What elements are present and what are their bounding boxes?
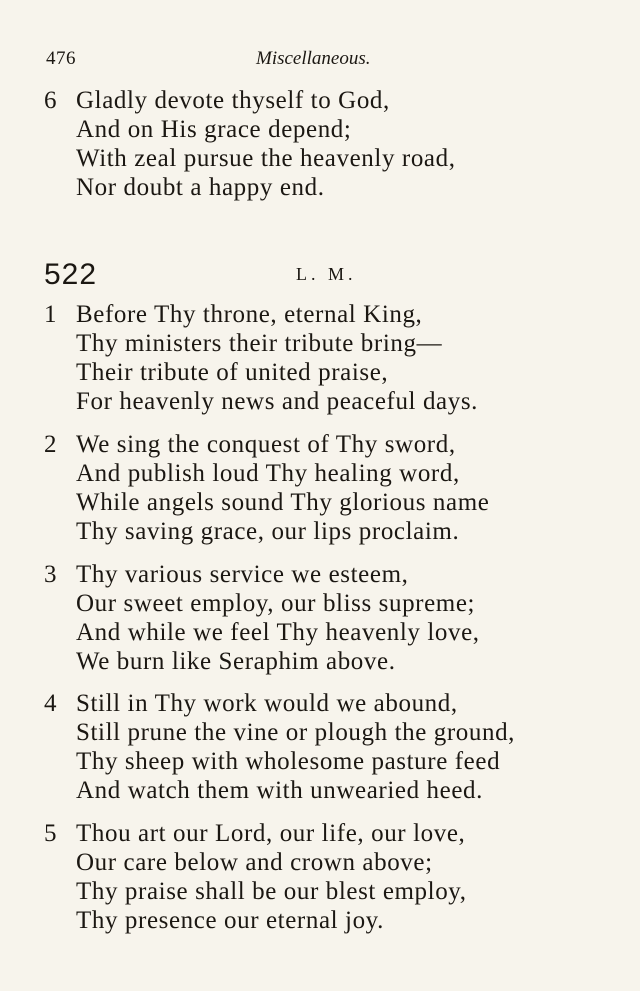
- stanza-line: Thou art our Lord, our life, our love,: [76, 820, 466, 847]
- stanza-line: Thy praise shall be our blest employ,: [76, 878, 467, 905]
- stanza-line: And watch them with unwearied heed.: [76, 777, 483, 804]
- stanza-line: With zeal pursue the heavenly road,: [76, 145, 456, 172]
- stanza-line: While angels sound Thy glorious name: [76, 489, 490, 516]
- stanza-number: 4: [44, 690, 57, 717]
- stanza-line: Nor doubt a happy end.: [76, 174, 325, 201]
- stanza-number: 1: [44, 301, 57, 328]
- stanza-line: Gladly devote thyself to God,: [76, 87, 390, 114]
- stanza-line: Our care below and crown above;: [76, 849, 433, 876]
- stanza-number: 2: [44, 431, 57, 458]
- stanza-line: Thy sheep with wholesome pasture feed: [76, 748, 501, 775]
- hymn-meter: L. M.: [296, 264, 357, 284]
- stanza-line: Still in Thy work would we abound,: [76, 690, 458, 717]
- stanza-line: Still prune the vine or plough the ground,: [76, 719, 516, 746]
- stanza-number: 3: [44, 561, 57, 588]
- stanza-line: Thy ministers their tribute bring—: [76, 330, 443, 357]
- stanza-line: And on His grace depend;: [76, 116, 352, 143]
- stanza-line: Thy presence our eternal joy.: [76, 907, 385, 934]
- page-header: [46, 48, 592, 74]
- stanza-line: Thy saving grace, our lips proclaim.: [76, 518, 460, 545]
- stanza-line: And publish loud Thy healing word,: [76, 460, 460, 487]
- page-number: 476: [46, 48, 76, 69]
- stanza-number: 6: [44, 87, 57, 114]
- stanza-line: We sing the conquest of Thy sword,: [76, 431, 456, 458]
- stanza-line: And while we feel Thy heavenly love,: [76, 619, 480, 646]
- stanza-line: Their tribute of united praise,: [76, 359, 389, 386]
- running-title: Miscellaneous.: [256, 48, 371, 69]
- stanza-line: Our sweet employ, our bliss supreme;: [76, 590, 476, 617]
- stanza-line: Before Thy throne, eternal King,: [76, 301, 423, 328]
- stanza-line: We burn like Seraphim above.: [76, 648, 396, 675]
- stanza-line: Thy various service we esteem,: [76, 561, 409, 588]
- stanza-number: 5: [44, 820, 57, 847]
- hymn-number: 522: [44, 258, 98, 291]
- stanza-line: For heavenly news and peaceful days.: [76, 388, 479, 415]
